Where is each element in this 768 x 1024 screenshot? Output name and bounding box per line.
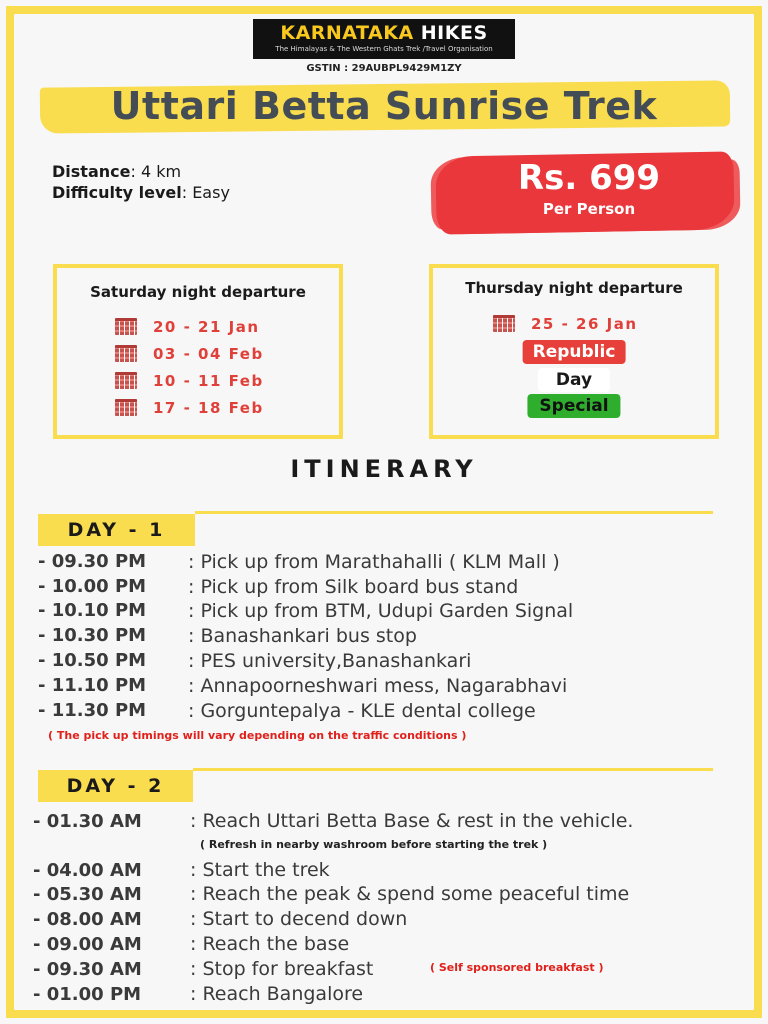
saturday-date: 20 - 21 Jan	[115, 318, 260, 336]
price-amount: Rs. 699	[517, 158, 661, 198]
day-2-time: - 09.00 AM	[33, 934, 142, 955]
calendar-icon	[115, 399, 137, 416]
saturday-date: 03 - 04 Feb	[115, 345, 264, 363]
day-1-tab: DAY - 1	[38, 514, 195, 546]
day-1-activity: : Pick up from Silk board bus stand	[188, 576, 519, 598]
day-1-activity: : Pick up from BTM, Udupi Garden Signal	[188, 600, 574, 622]
day-2-activity: : Reach the base	[190, 933, 350, 955]
saturday-departure-box	[53, 264, 343, 439]
karnataka-hikes-logo	[253, 19, 515, 59]
distance-label: Distance	[52, 162, 131, 181]
calendar-icon	[115, 318, 137, 335]
logo-brand-b: HIKES	[420, 22, 488, 44]
day-2-activity: : Start the trek	[190, 859, 330, 881]
price-per-person: Per Person	[542, 200, 636, 218]
breakfast-note: ( Self sponsored breakfast )	[430, 961, 604, 974]
day-2-time: - 01.30 AM	[33, 811, 142, 832]
day-2-activity: : Reach the peak & spend some peaceful time	[190, 883, 630, 905]
logo-brand-a: KARNATAKA	[280, 22, 414, 44]
day-2-time: - 09.30 AM	[33, 959, 142, 980]
day-badge: Day	[538, 368, 610, 392]
republic-badge: Republic	[523, 340, 626, 364]
pickup-timing-note: ( The pick up timings will vary depending on the traffic conditions )	[48, 729, 467, 742]
itinerary-heading: ITINERARY	[290, 455, 478, 483]
day-2-tab: DAY - 2	[38, 770, 193, 802]
day-1-activity: : Gorguntepalya - KLE dental college	[188, 700, 536, 722]
day-1-time: - 10.30 PM	[38, 625, 147, 646]
distance-value: : 4 km	[130, 162, 182, 181]
day-1-divider	[195, 511, 713, 514]
day-1-activity: : PES university,Banashankari	[188, 650, 472, 672]
day-2-activity: : Stop for breakfast	[190, 958, 374, 980]
saturday-date: 17 - 18 Feb	[115, 399, 264, 417]
thursday-heading: Thursday night departure	[465, 279, 683, 297]
day-2-activity: : Start to decend down	[190, 908, 408, 930]
logo-tagline: The Himalayas & The Western Ghats Trek /Travel Organisation	[275, 45, 493, 53]
trek-specs	[52, 161, 230, 203]
day-2-time: - 08.00 AM	[33, 909, 142, 930]
day-1-time: - 11.10 PM	[38, 675, 147, 696]
day-2-activity: : Reach Uttari Betta Base & rest in the vehicle.	[190, 810, 634, 832]
day-1-activity: : Annapoorneshwari mess, Nagarabhavi	[188, 675, 568, 697]
thursday-departure-box	[429, 264, 719, 439]
difficulty-label: Difficulty level	[52, 183, 182, 202]
day-2-time: - 05.30 AM	[33, 884, 142, 905]
saturday-date: 10 - 11 Feb	[115, 372, 264, 390]
gstin-number: GSTIN : 29AUBPL9429M1ZY	[306, 63, 462, 74]
day-2-activity: : Reach Bangalore	[190, 983, 364, 1005]
day-2-time: - 01.00 PM	[33, 984, 142, 1005]
page-title: Uttari Betta Sunrise Trek	[110, 84, 658, 128]
thursday-date: 25 - 26 Jan	[493, 315, 638, 333]
day-2-time: - 04.00 AM	[33, 860, 142, 881]
saturday-heading: Saturday night departure	[90, 283, 306, 301]
day-1-time: - 09.30 PM	[38, 551, 147, 572]
calendar-icon	[115, 372, 137, 389]
day-1-time: - 11.30 PM	[38, 700, 147, 721]
special-badge: Special	[527, 394, 620, 418]
calendar-icon	[115, 345, 137, 362]
day-1-time: - 10.00 PM	[38, 576, 147, 597]
calendar-icon	[493, 315, 515, 332]
washroom-note: ( Refresh in nearby washroom before starting the trek )	[200, 838, 548, 851]
day-1-time: - 10.10 PM	[38, 600, 147, 621]
day-2-divider	[193, 768, 713, 771]
difficulty-value: : Easy	[181, 183, 230, 202]
day-1-time: - 10.50 PM	[38, 650, 147, 671]
day-1-activity: : Banashankari bus stop	[188, 625, 417, 647]
day-1-activity: : Pick up from Marathahalli ( KLM Mall )	[188, 551, 560, 573]
